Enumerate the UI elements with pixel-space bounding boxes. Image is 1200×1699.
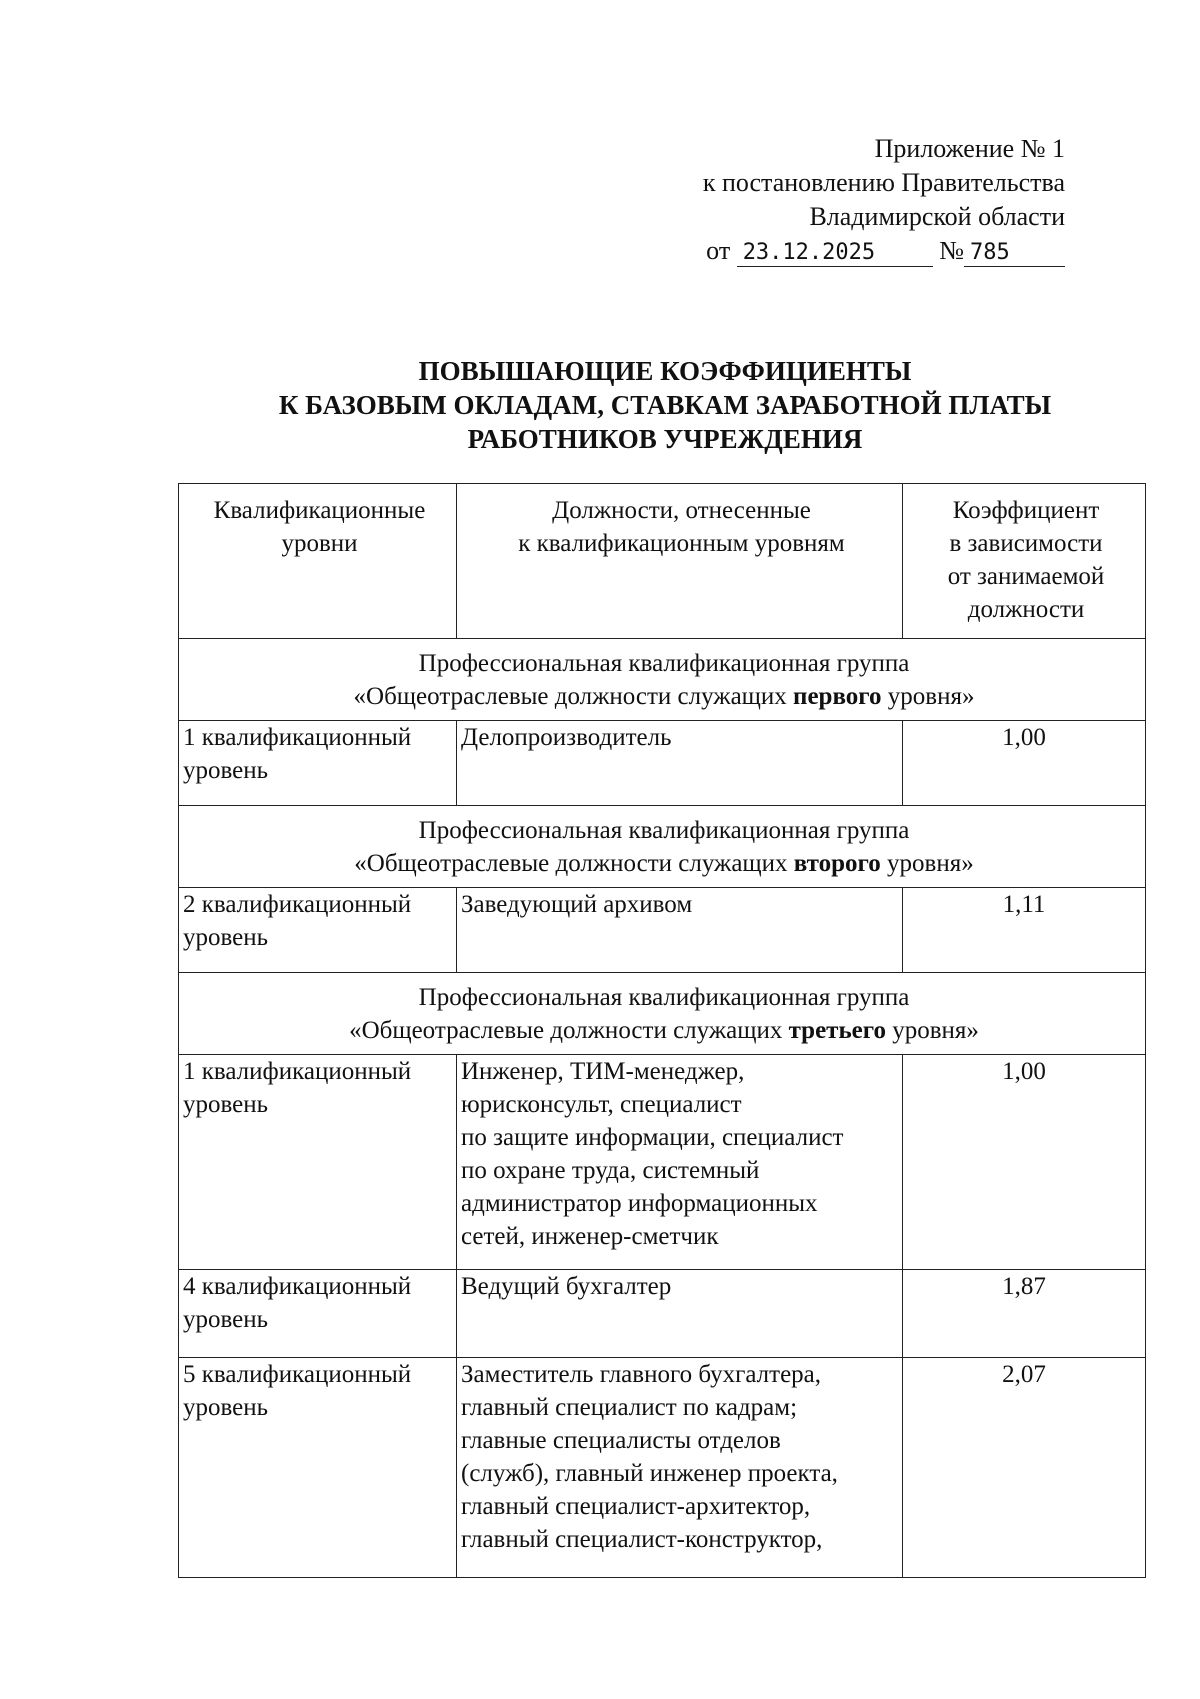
header-coefficient: Коэффициент в зависимости от занимаемой должности (903, 484, 1146, 639)
appendix-header (585, 132, 1065, 268)
group-name-post: уровня» (886, 1017, 979, 1044)
title-line-2: К БАЗОВЫМ ОКЛАДАМ, СТАВКАМ ЗАРАБОТНОЙ ПЛАТЫ (278, 390, 1052, 420)
level-cell: 1 квалификационный уровень (179, 721, 457, 806)
level-cell: 5 квалификационный уровень (179, 1358, 457, 1578)
positions-cell: Заведующий архивом (457, 888, 903, 973)
table-row (179, 1055, 1146, 1270)
group-title: Профессиональная квалификационная группа (418, 650, 910, 677)
coefficient-cell: 2,07 (903, 1358, 1146, 1578)
group-cell (179, 973, 1146, 1055)
level-cell: 1 квалификационный уровень (179, 1055, 457, 1270)
group-name-post: уровня» (880, 850, 974, 877)
table-row (179, 1358, 1146, 1578)
coefficient-cell: 1,00 (903, 1055, 1146, 1270)
header-positions: Должности, отнесенные к квалификационным уровням (457, 484, 903, 639)
title-line-3: РАБОТНИКОВ УЧРЕЖДЕНИЯ (467, 424, 863, 454)
level-cell: 2 квалификационный уровень (179, 888, 457, 973)
group-name-bold: третьего (788, 1017, 886, 1044)
header-levels: Квалификационные уровни (179, 484, 457, 639)
group-name-bold: второго (793, 850, 881, 877)
table-row (179, 721, 1146, 806)
date-field: 23.12.2025 (737, 240, 933, 267)
coefficient-cell: 1,11 (903, 888, 1146, 973)
table-row (179, 1270, 1146, 1358)
level-cell: 4 квалификационный уровень (179, 1270, 457, 1358)
coefficient-cell: 1,87 (903, 1270, 1146, 1358)
group-name-pre: «Общеотраслевые должности служащих (353, 683, 794, 710)
coefficients-table (178, 483, 1146, 1578)
positions-cell: Инженер, ТИМ-менеджер, юрисконсульт, специалист по защите информации, специалист по охране труда, системный администратор информационных сетей, инженер-сметчик (457, 1055, 903, 1270)
document-title (170, 354, 1160, 456)
appendix-date-line (585, 234, 1065, 268)
number-field: 785 (964, 240, 1065, 267)
group-cell (179, 806, 1146, 888)
appendix-region: Владимирской области (809, 202, 1065, 231)
appendix-number: Приложение № 1 (874, 134, 1065, 163)
group-row (179, 806, 1146, 888)
group-name-pre: «Общеотраслевые должности служащих (349, 1017, 789, 1044)
appendix-resolution-ref: к постановлению Правительства (702, 168, 1065, 197)
table-row (179, 888, 1146, 973)
group-cell (179, 639, 1146, 721)
group-row (179, 639, 1146, 721)
group-title: Профессиональная квалификационная группа (418, 817, 910, 844)
group-name-post: уровня» (881, 683, 975, 710)
positions-cell: Заместитель главного бухгалтера, главный специалист по кадрам; главные специалисты отделов (служб), главный инженер проекта, главный специалист-архитектор, главный специалист-конструктор, (457, 1358, 903, 1578)
positions-cell: Ведущий бухгалтер (457, 1270, 903, 1358)
date-prefix: от (706, 236, 731, 265)
positions-cell: Делопроизводитель (457, 721, 903, 806)
group-name-pre: «Общеотраслевые должности служащих (354, 850, 794, 877)
group-row (179, 973, 1146, 1055)
table-header-row (179, 484, 1146, 639)
title-line-1: ПОВЫШАЮЩИЕ КОЭФФИЦИЕНТЫ (418, 356, 912, 386)
group-title: Профессиональная квалификационная группа (418, 984, 910, 1011)
group-name-bold: первого (793, 683, 882, 710)
coefficient-cell: 1,00 (903, 721, 1146, 806)
number-prefix: № (939, 236, 964, 265)
